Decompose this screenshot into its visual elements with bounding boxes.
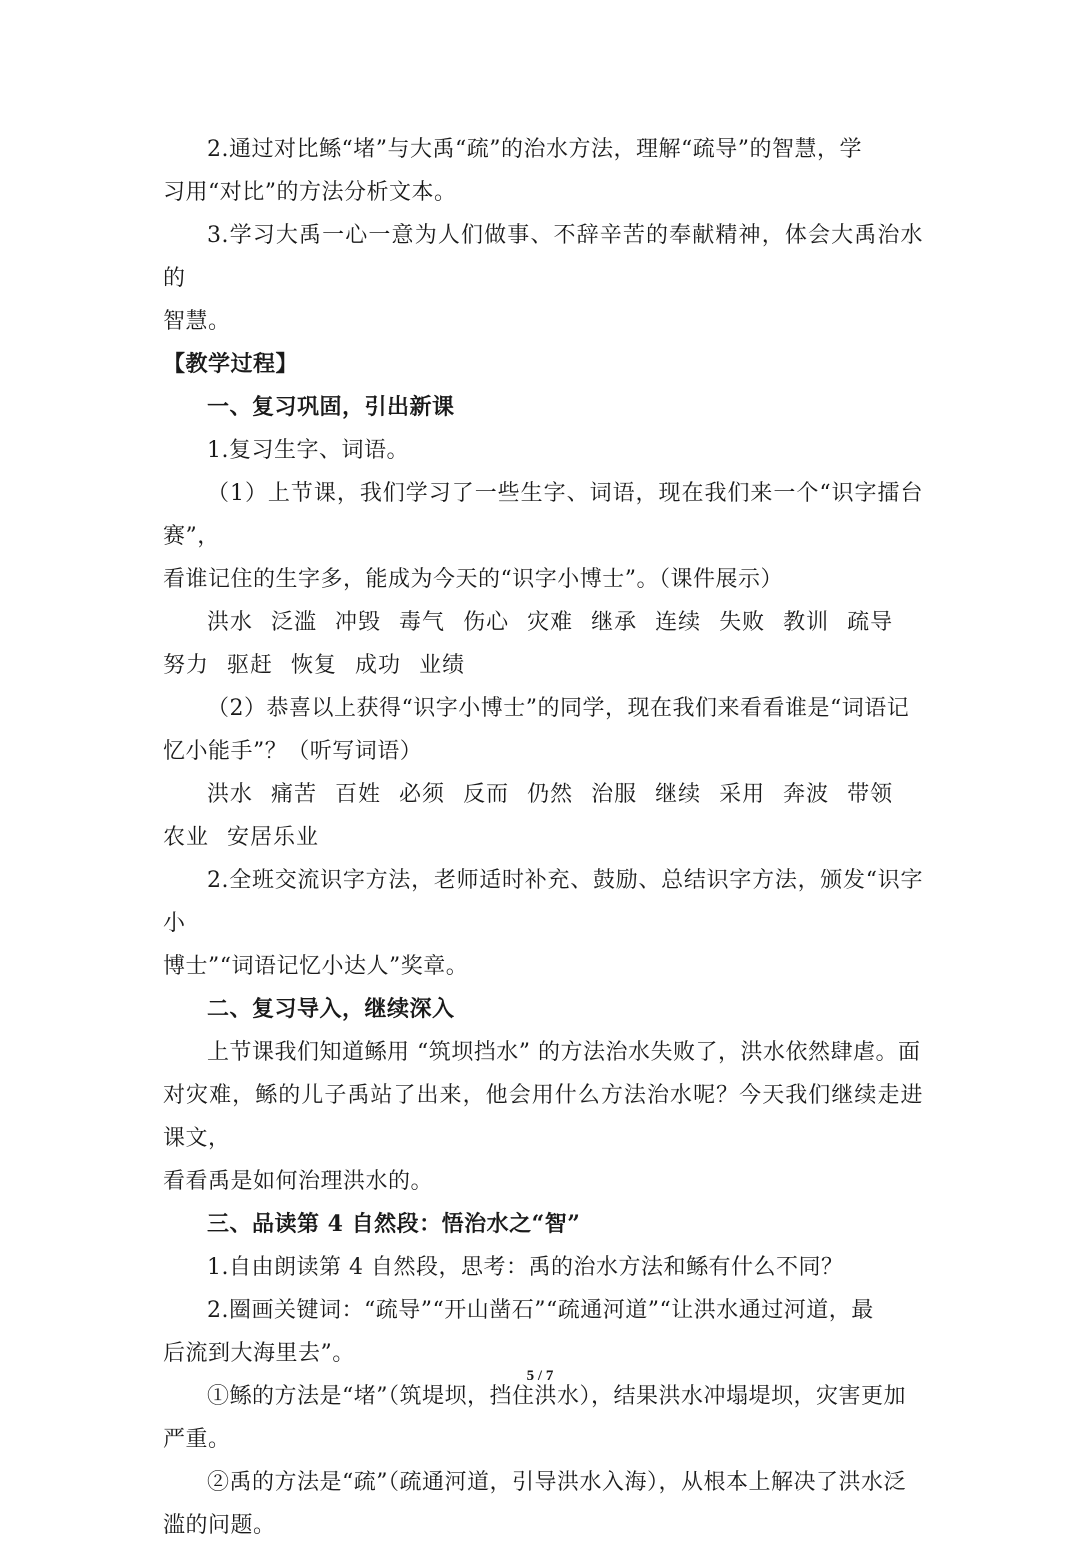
word: 连续 xyxy=(655,610,702,635)
word: 带领 xyxy=(847,782,894,807)
word: 农业 xyxy=(163,825,210,850)
section-3-point-1-line-2: 严重。 xyxy=(163,1427,231,1452)
objective-3-line-1: 3.学习大禹一心一意为人们做事、不辞辛苦的奉献精神，体会大禹治水的 xyxy=(163,223,923,291)
word: 安居乐业 xyxy=(227,825,320,850)
section-3-point-1-line-1: ①鲧的方法是“堵”（筑堤坝，挡住洪水），结果洪水冲塌堤坝，灾害更加 xyxy=(207,1384,906,1409)
section-2-line-2: 对灾难，鲧的儿子禹站了出来，他会用什么方法治水呢？今天我们继续走进课文， xyxy=(163,1083,923,1151)
section-2-heading: 二、复习导入，继续深入 xyxy=(207,996,455,1022)
word: 反而 xyxy=(463,782,510,807)
word: 治服 xyxy=(591,782,638,807)
word: 业绩 xyxy=(419,653,466,678)
section-2-line-1: 上节课我们知道鲧用 “筑坝挡水” 的方法治水失败了，洪水依然肆虐。面 xyxy=(207,1040,921,1065)
section-1-sub-2-line-1: （2）恭喜以上获得“识字小博士”的同学，现在我们来看看谁是“词语记 xyxy=(207,696,910,721)
section-1-step-2-line-1: 2.全班交流识字方法，老师适时补充、鼓励、总结识字方法，颁发“识字小 xyxy=(163,868,923,936)
word: 泛滥 xyxy=(271,610,318,635)
word: 必须 xyxy=(399,782,446,807)
word-list-2-row-2 xyxy=(163,816,923,859)
section-1-sub-1-line-2: 看谁记住的生字多，能成为今天的“识字小博士”。（课件展示） xyxy=(163,567,783,592)
word: 奔波 xyxy=(783,782,830,807)
word: 恢复 xyxy=(291,653,338,678)
word: 采用 xyxy=(719,782,766,807)
section-1-step-2-line-2: 博士”“词语记忆小达人”奖章。 xyxy=(163,954,469,979)
word-list-1-row-1 xyxy=(163,601,923,644)
word: 失败 xyxy=(719,610,766,635)
word: 洪水 xyxy=(207,782,254,807)
word: 洪水 xyxy=(207,610,254,635)
word: 继承 xyxy=(591,610,638,635)
section-3-step-2-line-2: 后流到大海里去”。 xyxy=(163,1341,355,1366)
word-list-1-row-2 xyxy=(163,644,923,687)
section-3-point-2-line-2: 滥的问题。 xyxy=(163,1513,276,1538)
word: 驱赶 xyxy=(227,653,274,678)
section-1-step-1: 1.复习生字、词语。 xyxy=(207,438,409,463)
word: 仍然 xyxy=(527,782,574,807)
word-list-2-row-1 xyxy=(163,773,923,816)
section-3-step-1: 1.自由朗读第 4 自然段，思考：禹的治水方法和鲧有什么不同？ xyxy=(207,1255,844,1280)
word: 冲毁 xyxy=(335,610,382,635)
section-3-heading: 三、品读第 4 自然段：悟治水之“智” xyxy=(207,1211,581,1237)
document-page xyxy=(163,128,923,1547)
section-3-point-2-line-1: ②禹的方法是“疏”（疏通河道，引导洪水入海），从根本上解决了洪水泛 xyxy=(207,1470,906,1495)
objective-3-line-2: 智慧。 xyxy=(163,309,231,334)
word: 灾难 xyxy=(527,610,574,635)
word: 努力 xyxy=(163,653,210,678)
objective-2-line-2: 习用“对比”的方法分析文本。 xyxy=(163,180,457,205)
word: 继续 xyxy=(655,782,702,807)
word: 伤心 xyxy=(463,610,510,635)
word: 教训 xyxy=(783,610,830,635)
process-title: 【教学过程】 xyxy=(163,351,299,377)
word: 毒气 xyxy=(399,610,446,635)
word: 疏导 xyxy=(847,610,894,635)
section-2-line-3: 看看禹是如何治理洪水的。 xyxy=(163,1169,434,1194)
section-1-sub-2-line-2: 忆小能手”？（听写词语） xyxy=(163,739,423,764)
objective-2-line-1: 2.通过对比鲧“堵”与大禹“疏”的治水方法，理解“疏导”的智慧，学 xyxy=(207,137,862,162)
page-number: 5 / 7 xyxy=(526,1368,554,1384)
word: 痛苦 xyxy=(271,782,318,807)
section-3-step-2-line-1: 2.圈画关键词：“疏导”“开山凿石”“疏通河道”“让洪水通过河道，最 xyxy=(207,1298,874,1323)
section-1-heading: 一、复习巩固，引出新课 xyxy=(207,394,455,420)
word: 成功 xyxy=(355,653,402,678)
word: 百姓 xyxy=(335,782,382,807)
section-1-sub-1-line-1: （1）上节课，我们学习了一些生字、词语，现在我们来一个“识字擂台赛”， xyxy=(163,481,923,549)
